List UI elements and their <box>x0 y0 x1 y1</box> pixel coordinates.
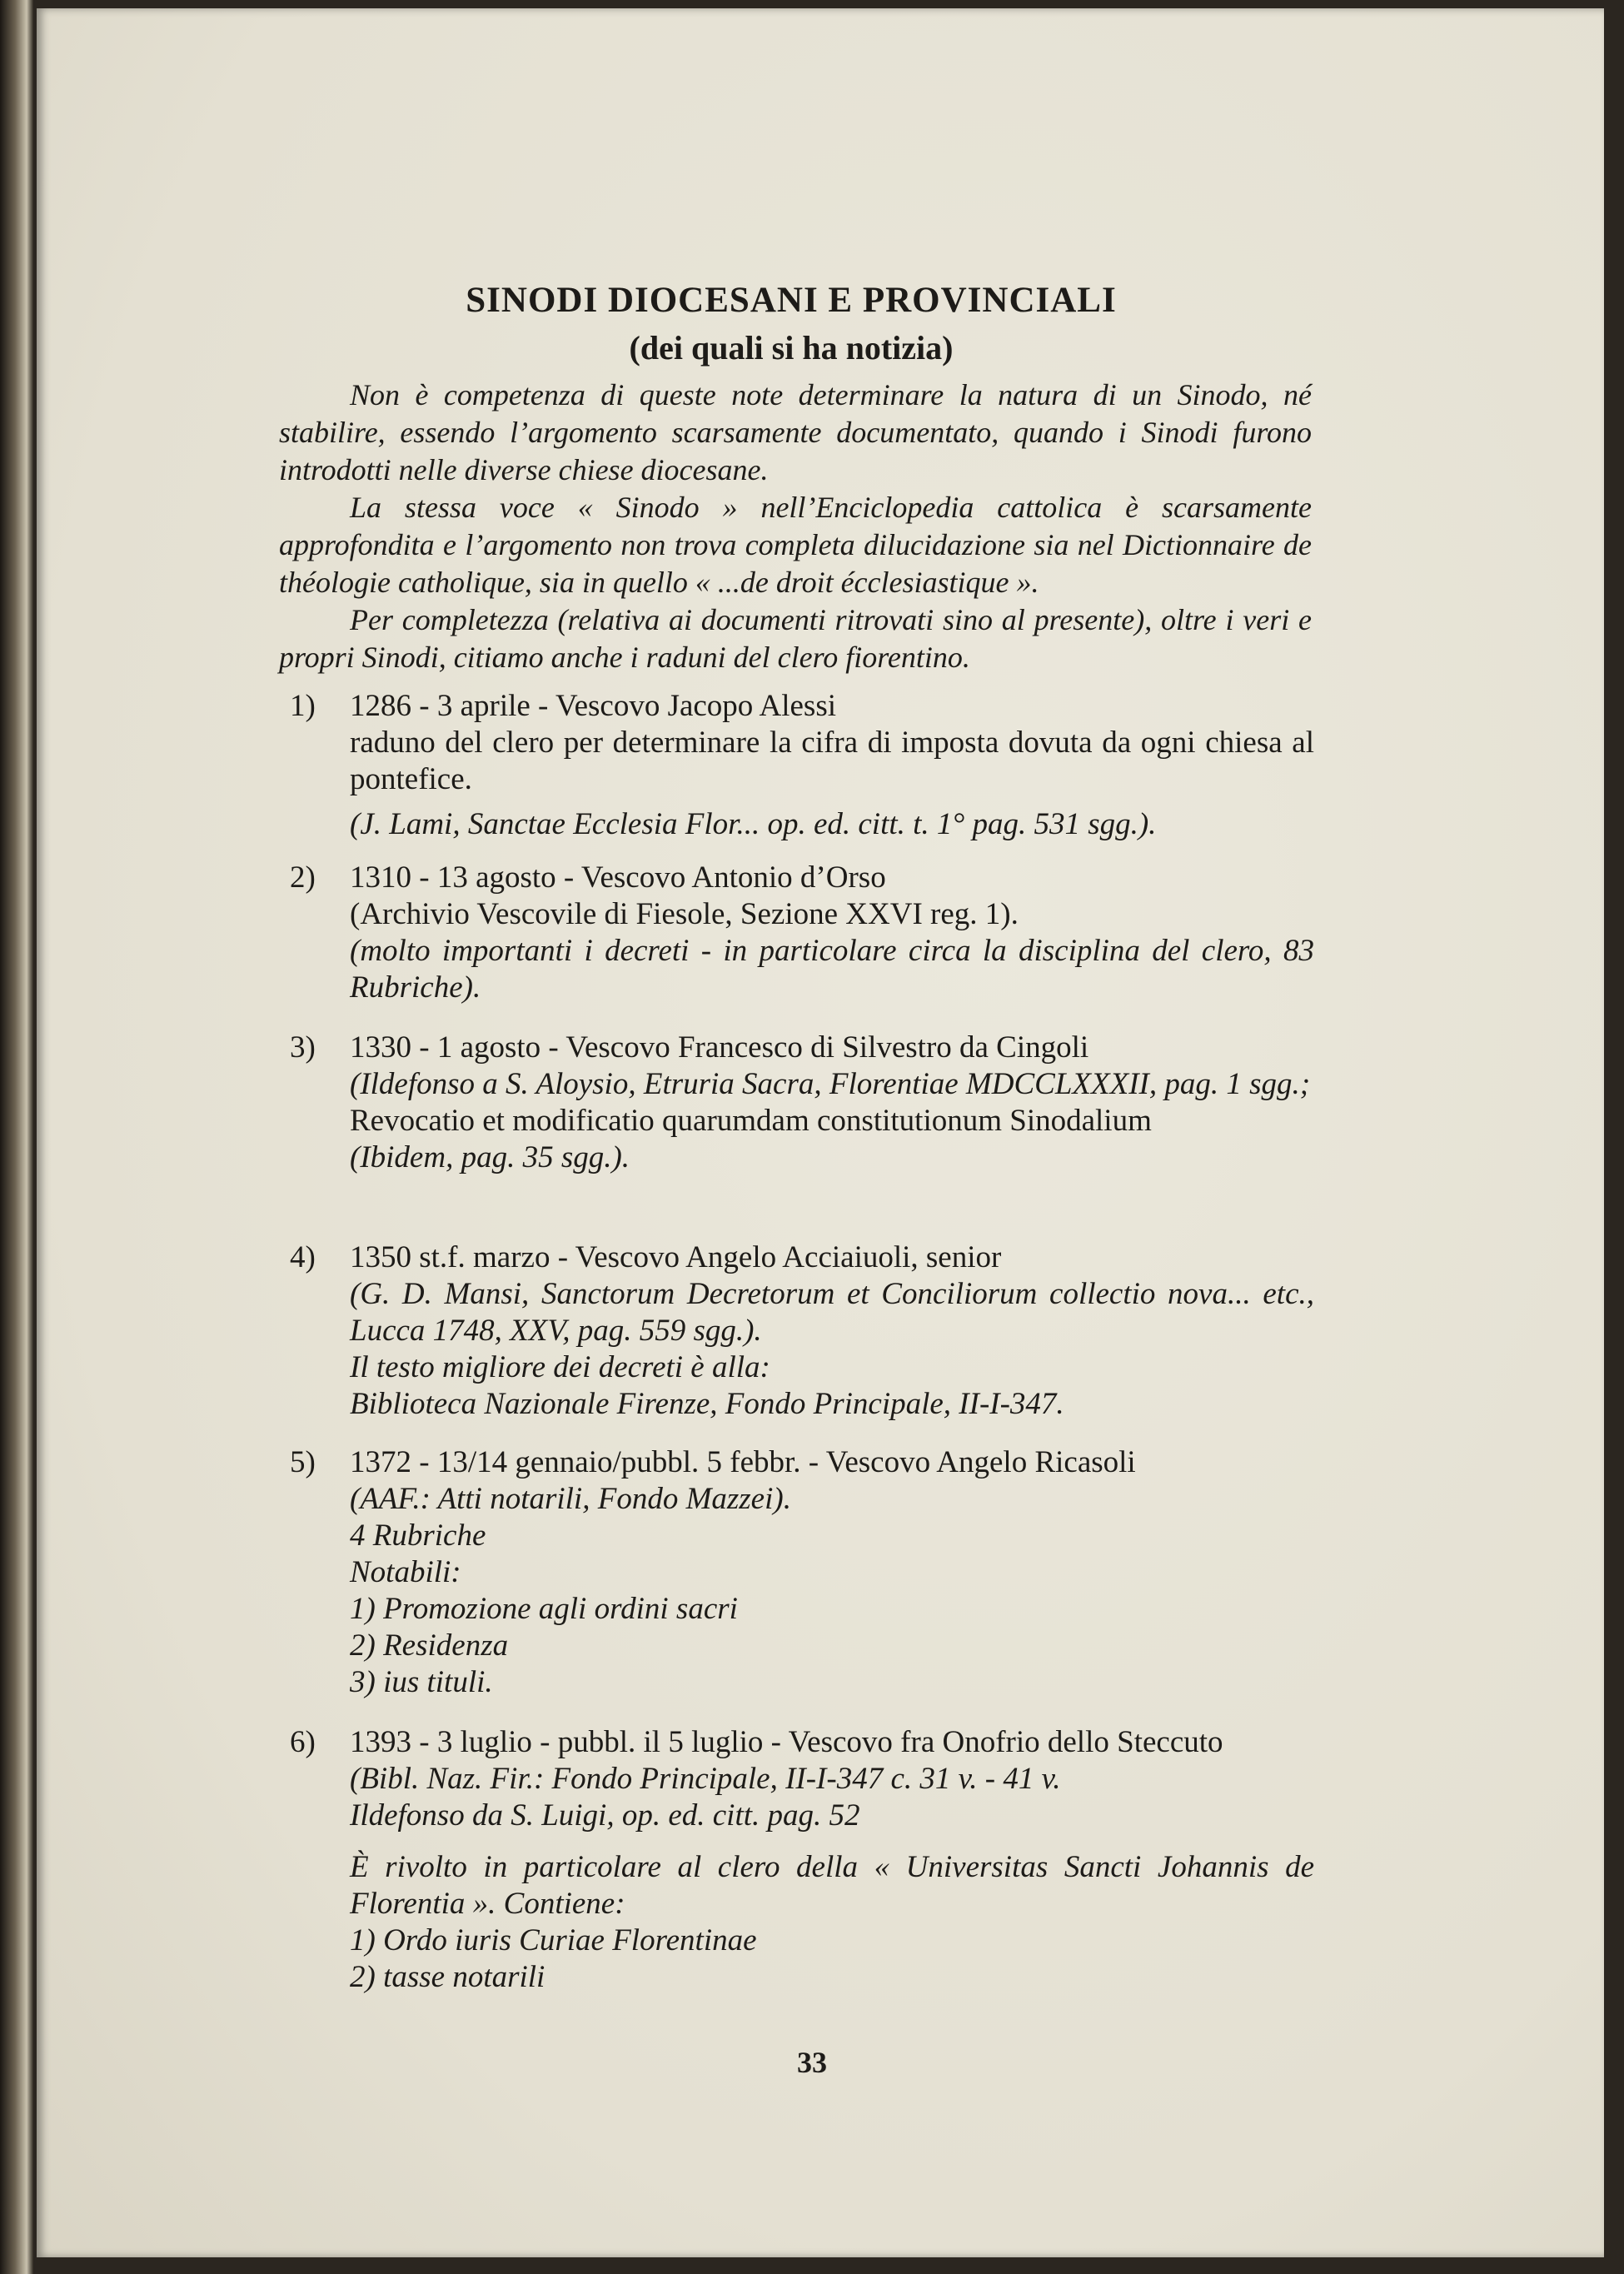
list-item: 1) Ordo iuris Curiae Florentinae <box>350 1923 757 1957</box>
intro-paragraph: Non è competenza di queste note determinare la natura di un Sinodo, né stabilire, essendo l’argomento scarsamente documentato, quando i Sinodi furono introdotti nelle diverse chiese diocesane. <box>279 378 1312 486</box>
list-item: 1) Promozione agli ordini sacri <box>350 1592 738 1626</box>
synod-entry-6 <box>290 1724 1314 1996</box>
entry-heading: 1286 - 3 aprile - Vescovo Jacopo Alessi <box>350 689 837 723</box>
entry-number: 5) <box>290 1445 316 1479</box>
entry-text: (Archivio Vescovile di Fiesole, Sezione XXVI reg. 1). <box>350 897 1019 931</box>
page-number: 33 <box>797 2046 827 2079</box>
entry-heading: 1330 - 1 agosto - Vescovo Francesco di Silvestro da Cingoli <box>350 1030 1089 1065</box>
entry-note: È rivolto in particolare al clero della « Universitas Sancti Johannis de Florentia ». Contiene: <box>350 1850 1314 1921</box>
entry-note: Il testo migliore dei decreti è alla: <box>350 1350 770 1384</box>
entry-number: 1) <box>290 689 316 723</box>
synod-entry-2 <box>290 860 1314 1006</box>
page-subtitle: (dei quali si ha notizia) <box>629 329 954 367</box>
entry-heading: 1393 - 3 luglio - pubbl. il 5 luglio - Vescovo fra Onofrio dello Steccuto <box>350 1725 1223 1759</box>
entry-reference: Ildefonso da S. Luigi, op. ed. citt. pag. 52 <box>350 1798 860 1833</box>
synod-entry-5 <box>290 1444 1314 1701</box>
entry-reference: (J. Lami, Sanctae Ecclesia Flor... op. ed. citt. t. 1° pag. 531 sgg.). <box>350 807 1157 841</box>
entry-text: raduno del clero per determinare la cifra di imposta dovuta da ogni chiesa al pontefice. <box>350 726 1314 796</box>
entry-reference: (AAF.: Atti notarili, Fondo Mazzei). <box>350 1482 791 1516</box>
list-item: 3) ius tituli. <box>350 1665 493 1699</box>
entry-rubriche: 4 Rubriche <box>350 1518 486 1553</box>
intro-text <box>279 377 1312 676</box>
synod-entry-1 <box>290 688 1314 843</box>
entry-heading: 1310 - 13 agosto - Vescovo Antonio d’Orso <box>350 860 886 895</box>
entry-note: Biblioteca Nazionale Firenze, Fondo Principale, II-I-347. <box>350 1387 1064 1421</box>
intro-paragraph: Per completezza (relativa ai documenti ritrovati sino al presente), oltre i veri e propri Sinodi, citiamo anche i raduni del clero fiorentino. <box>279 603 1312 674</box>
entry-reference: (Ildefonso a S. Aloysio, Etruria Sacra, Florentiae MDCCLXXXII, pag. 1 sgg.; <box>350 1067 1311 1101</box>
synod-entry-3 <box>290 1030 1314 1176</box>
intro-paragraph: La stessa voce « Sinodo » nell’Enciclopedia cattolica è scarsamente approfondita e l’argomento non trova completa dilucidazione sia nel Dictionnaire de théologie catholique, sia in quello « ...de droit écclesiastique ». <box>279 491 1312 599</box>
synod-entry-4 <box>290 1239 1314 1423</box>
entry-reference: (Ibidem, pag. 35 sgg.). <box>350 1140 630 1174</box>
entry-text: Revocatio et modificatio quarumdam constitutionum Sinodalium <box>350 1104 1152 1138</box>
entry-notabili-label: Notabili: <box>350 1555 461 1589</box>
entry-heading: 1372 - 13/14 gennaio/pubbl. 5 febbr. - Vescovo Angelo Ricasoli <box>350 1445 1136 1479</box>
entry-heading: 1350 st.f. marzo - Vescovo Angelo Acciaiuoli, senior <box>350 1240 1002 1274</box>
list-item: 2) tasse notarili <box>350 1960 545 1994</box>
entry-number: 4) <box>290 1240 316 1274</box>
book-binding-edge <box>0 0 33 2274</box>
entry-number: 3) <box>290 1030 316 1065</box>
entry-reference: (Bibl. Naz. Fir.: Fondo Principale, II-I-347 c. 31 v. - 41 v. <box>350 1762 1061 1796</box>
page-title: SINODI DIOCESANI E PROVINCIALI <box>466 281 1117 320</box>
list-item: 2) Residenza <box>350 1628 509 1663</box>
entry-number: 6) <box>290 1725 316 1759</box>
entry-number: 2) <box>290 860 316 895</box>
entry-reference: (molto importanti i decreti - in particolare circa la disciplina del clero, 83 Rubriche). <box>350 934 1314 1005</box>
entry-reference: (G. D. Mansi, Sanctorum Decretorum et Conciliorum collectio nova... etc., Lucca 1748, XXV, pag. 559 sgg.). <box>350 1277 1314 1348</box>
